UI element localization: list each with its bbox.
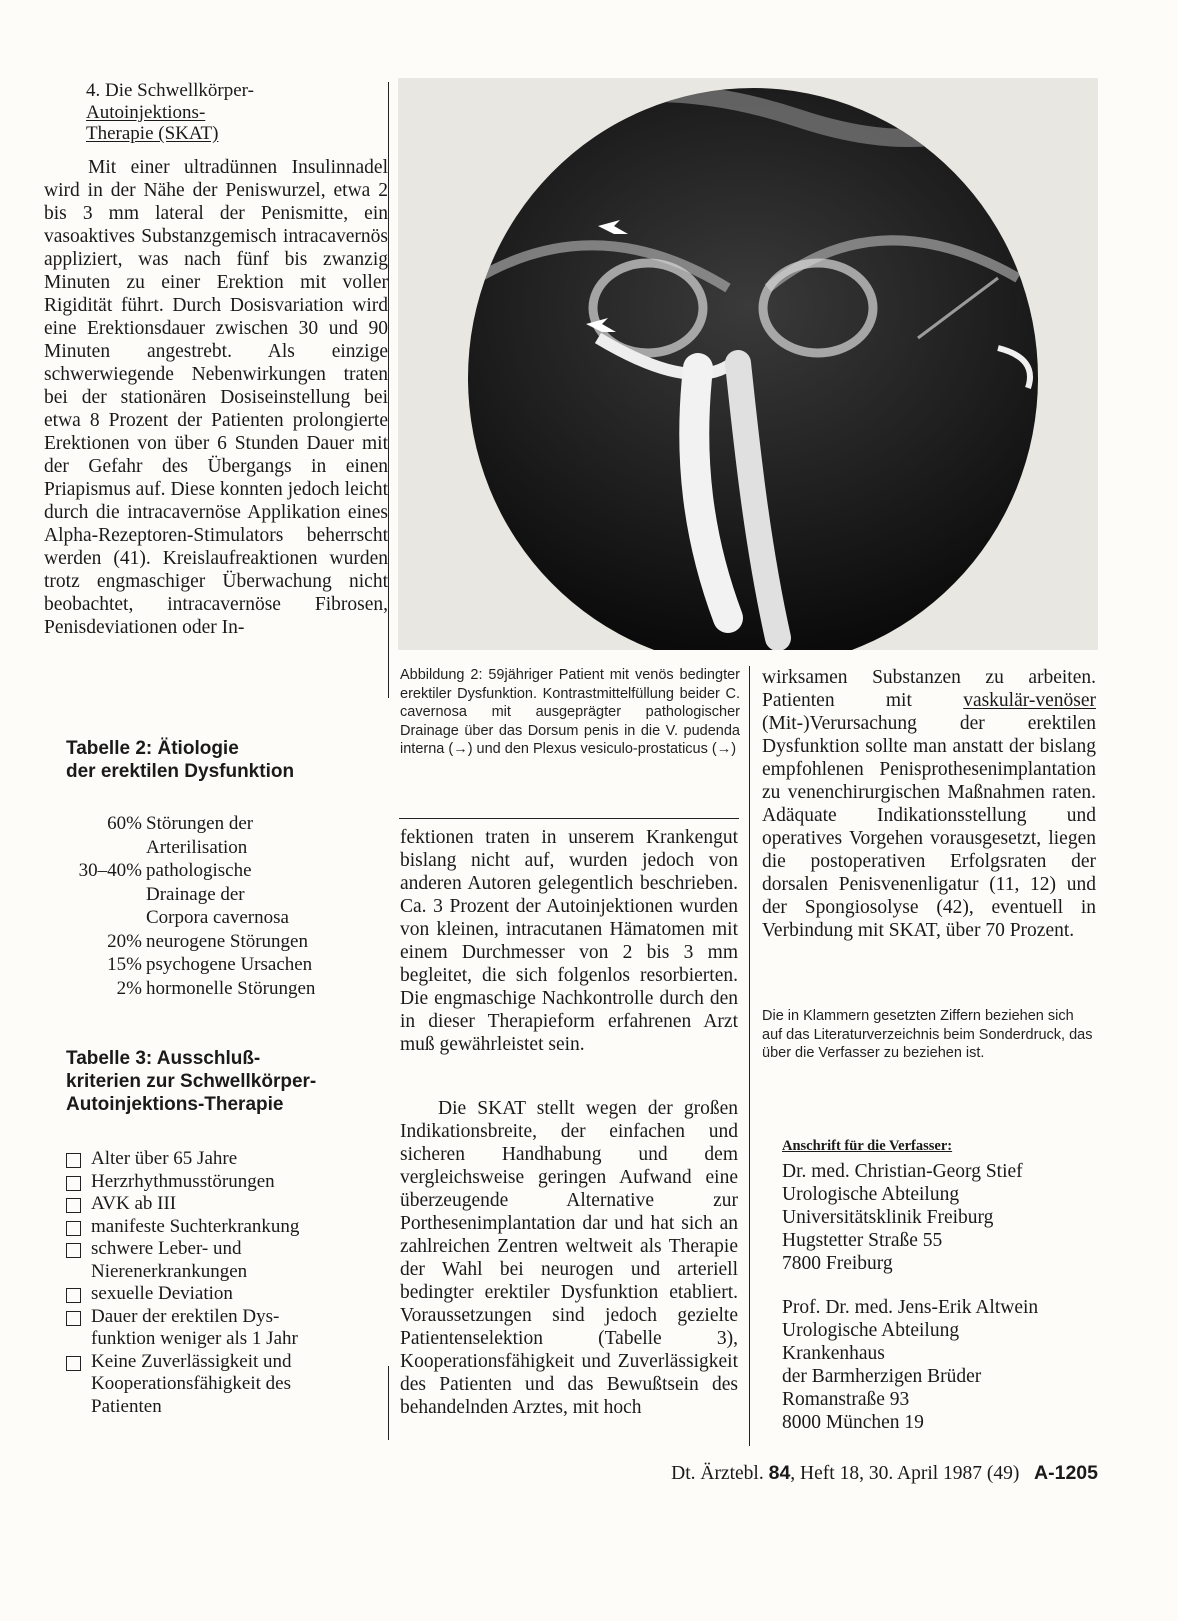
address-block — [782, 1160, 1102, 1275]
checkbox-icon — [66, 1311, 81, 1326]
table2-row — [60, 953, 380, 977]
table2-row — [60, 977, 380, 1001]
column-divider — [388, 82, 389, 698]
table2-row — [60, 812, 380, 859]
table3-list — [66, 1148, 396, 1418]
table2-title — [66, 737, 386, 783]
right-paragraph — [762, 666, 1096, 942]
table2-rows — [60, 812, 380, 1000]
table2-percent: 15% — [107, 954, 142, 975]
checkbox-icon — [66, 1356, 81, 1371]
table3-title-line: Tabelle 3: Ausschluß- — [66, 1048, 261, 1069]
list-item-text: Patienten — [91, 1395, 162, 1417]
paragraph-text: wirksamen Substanzen zu arbeiten. Patienten mit — [762, 667, 1096, 711]
list-item-text: schwere Leber- und — [91, 1238, 242, 1259]
table2-label — [146, 859, 380, 930]
checkbox-icon — [66, 1243, 81, 1258]
footer-page-number: A-1205 — [1034, 1462, 1098, 1484]
list-item — [66, 1193, 396, 1216]
address-line: Urologische Abteilung — [782, 1184, 960, 1205]
address-line: Urologische Abteilung — [782, 1320, 960, 1341]
address-line: Romanstraße 93 — [782, 1389, 910, 1410]
checkbox-icon — [66, 1176, 81, 1191]
list-item — [66, 1351, 396, 1419]
address-line: Krankenhaus — [782, 1343, 885, 1364]
footer-volume: 84 — [768, 1462, 791, 1484]
section-heading-line: Autoinjektions- — [86, 101, 206, 123]
list-item-text: Nierenerkrankungen — [91, 1260, 248, 1282]
table2-label-line: pathologische — [146, 860, 252, 881]
paragraph-text: (Mit-)Verursachung der erektilen Dysfunktion sollte man anstatt der bislang empfohlenen Penisprothesenimplantation zu venenchirurgischen Maßnahmen raten. Adäquate Indikationsstellung und operatives Vorgehen vorausgesetzt, liegen die postoperativen Erfolgsraten der dorsalen Penisvenenligatur (11, 12) und der Spongiosolyse (42), eventuell in Verbindung mit SKAT, über 70 Prozent. — [762, 713, 1096, 941]
table2-label — [146, 812, 380, 859]
list-item — [66, 1306, 396, 1351]
list-item-text: manifeste Suchterkrankung — [91, 1215, 300, 1237]
middle-paragraph: Die SKAT stellt wegen der großen Indikationsbreite, der einfachen und sicheren Handhabung und dem vergleichsweise geringen Aufwand eine überzeugende Alternative zur Porthesenimplantation dar und hat sich an zahlreichen Zentren weltweit als Therapie der Wahl bei neurogen und arteriell bedingter erektiler Dysfunktion etabliert. Voraussetzungen sind jedoch gezielte Patientenselektion (Tabelle 3), Kooperationsfähigkeit und Zuverlässigkeit des Patienten und das Bewußtsein des behandelnden Arztes, mit hoch — [400, 1098, 738, 1418]
address-line: der Barmherzigen Brüder — [782, 1366, 982, 1387]
page-footer — [671, 1462, 1098, 1485]
list-item-text: Alter über 65 Jahre — [91, 1148, 238, 1169]
address-line: Prof. Dr. med. Jens-Erik Altwein — [782, 1297, 1039, 1318]
table2-percent: 60% — [107, 813, 142, 834]
list-item — [66, 1238, 396, 1283]
address-heading: Anschrift für die Verfasser: — [782, 1138, 953, 1154]
section-heading — [86, 80, 296, 145]
underlined-term: vaskulär-venöser — [963, 690, 1096, 711]
checkbox-icon — [66, 1221, 81, 1236]
checkbox-icon — [66, 1198, 81, 1213]
column-divider — [749, 666, 750, 1446]
list-item — [66, 1148, 396, 1171]
caption-divider — [399, 818, 739, 819]
list-item — [66, 1171, 396, 1194]
address-line: 8000 München 19 — [782, 1412, 924, 1433]
table3-title-line: kriterien zur Schwellkörper- — [66, 1071, 317, 1092]
table2-label: psychogene Ursachen — [146, 954, 313, 975]
address-block — [782, 1296, 1102, 1434]
table2-label-line: Arterilisation — [146, 836, 248, 858]
checkbox-icon — [66, 1153, 81, 1168]
address-line: Hugstetter Straße 55 — [782, 1230, 943, 1251]
footer-journal: Dt. Ärztebl. — [671, 1463, 764, 1484]
left-body-paragraph: Mit einer ultradünnen Insulinnadel wird in der Nähe der Peniswurzel, etwa 2 bis 3 mm lateral der Penismitte, ein vasoaktives Substanzgemisch intracavernös appliziert, was nach fünf bis zwanzig Minuten zu einer Erektion mit voller Rigidität führt. Durch Dosisvariation wird eine Erektionsdauer zwischen 30 und 90 Minuten angestrebt. Als einzige schwerwiegende Nebenwirkungen traten bei der stationären Dosiseinstellung bei etwa 8 Prozent der Patienten prolongierte Erektionen von über 6 Stunden Dauer mit der Gefahr des Übergangs in einen Priapismus auf. Diese konnten jedoch leicht durch die intracavernöse Applikation eines Alpha-Rezeptoren-Stimulators beherrscht werden (41). Kreislaufreaktionen wurden trotz engmaschiger Überwachung nicht beobachtet, intracavernöse Fibrosen, Penisdeviationen oder In- — [44, 157, 388, 638]
table3-title — [66, 1047, 386, 1116]
table2-row — [60, 930, 380, 954]
table2-label-line: Corpora cavernosa — [146, 907, 289, 928]
table2-title-line: Tabelle 2: Ätiologie — [66, 738, 239, 759]
table2-label: neurogene Störungen — [146, 930, 308, 952]
list-item-text: funktion weniger als 1 Jahr — [91, 1328, 298, 1349]
list-item-text: Dauer der erektilen Dys- — [91, 1305, 280, 1327]
middle-paragraph: fektionen traten in unserem Krankengut bislang nicht auf, wurden jedoch von anderen Autoren gelegentlich beschrieben. Ca. 3 Prozent der Autoinjektionen wurden von kleinen, intracutanen Hämatomen mit einem Durchmesser von 2 bis 3 mm begleitet, die sich folgenlos resorbierten. Die engmaschige Nachkontrolle durch den in dieser Therapieform erfahrenen Arzt muß gewährleistet sein. — [400, 827, 738, 1055]
list-item-text: AVK ab III — [91, 1193, 177, 1214]
list-item-text: sexuelle Deviation — [91, 1283, 233, 1304]
list-item-text: Kooperationsfähigkeit des — [91, 1373, 291, 1394]
address-line: 7800 Freiburg — [782, 1253, 893, 1274]
table2-percent: 30–40% — [78, 860, 142, 881]
table3-title-line: Autoinjektions-Therapie — [66, 1094, 284, 1115]
table2-percent: 2% — [116, 977, 142, 999]
list-item — [66, 1216, 396, 1239]
table2-label: hormonelle Störungen — [146, 977, 316, 999]
address-line: Dr. med. Christian-Georg Stief — [782, 1161, 1023, 1182]
table2-row — [60, 859, 380, 930]
section-heading-line: 4. Die Schwellkörper- — [86, 80, 254, 101]
footer-issue: , Heft 18, 30. April 1987 (49) — [790, 1463, 1020, 1484]
reference-note: Die in Klammern gesetzten Ziffern beziehen sich auf das Literaturverzeichnis beim Sonderdruck, das über die Verfasser zu beziehen ist. — [762, 1008, 1093, 1061]
checkbox-icon — [66, 1288, 81, 1303]
table2-percent: 20% — [107, 930, 142, 952]
xray-figure — [398, 78, 1098, 650]
section-heading-line: Therapie (SKAT) — [86, 123, 219, 144]
table2-label-line: Drainage der — [146, 883, 245, 905]
figure-caption: Abbildung 2: 59jähriger Patient mit venös bedingter erektiler Dysfunktion. Kontrastmittelfüllung beider C. cavernosa mit ausgeprägter pathologischer Drainage über das Dorsum penis in die V. pudenda interna (→) und den Plexus vesiculo-prostaticus (→) — [400, 667, 740, 757]
list-item-text: Keine Zuverlässigkeit und — [91, 1350, 292, 1372]
table2-label-line: Störungen der — [146, 813, 254, 834]
list-item — [66, 1283, 396, 1306]
table2-title-line: der erektilen Dysfunktion — [66, 761, 295, 782]
list-item-text: Herzrhythmusstörungen — [91, 1170, 275, 1192]
column-divider — [388, 1366, 389, 1440]
address-line: Universitätsklinik Freiburg — [782, 1207, 994, 1228]
